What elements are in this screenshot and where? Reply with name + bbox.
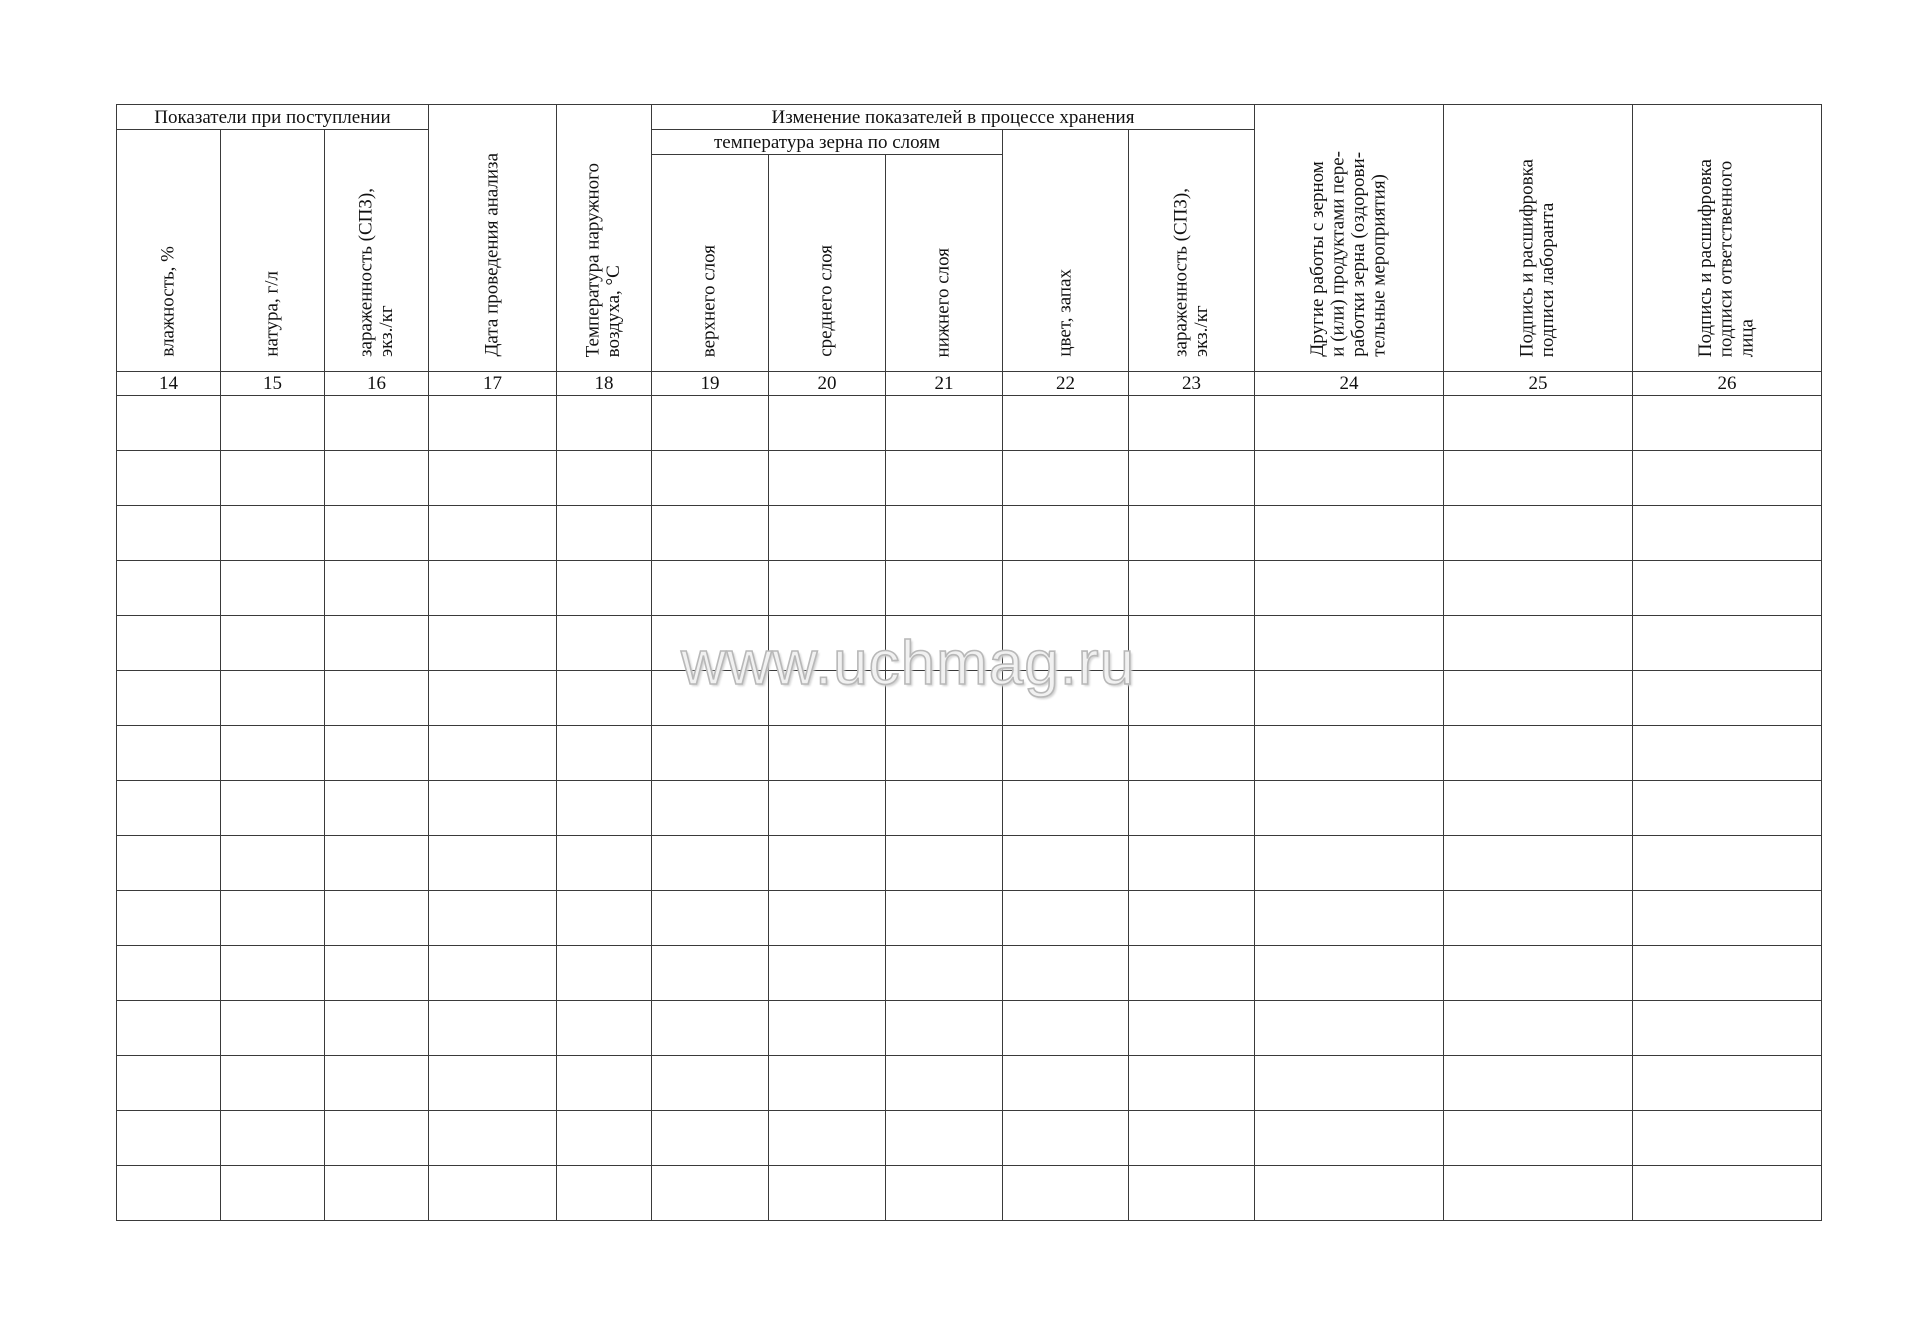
entry-cell[interactable] <box>769 891 886 946</box>
entry-cell[interactable] <box>1633 451 1822 506</box>
header-col22 <box>1003 130 1129 372</box>
entry-cell[interactable] <box>1003 781 1129 836</box>
entry-cell[interactable] <box>652 451 769 506</box>
entry-cell[interactable] <box>429 1111 557 1166</box>
entry-cell[interactable] <box>325 781 429 836</box>
entry-cell[interactable] <box>557 616 652 671</box>
entry-cell[interactable] <box>1003 396 1129 451</box>
entry-cell[interactable] <box>1129 616 1255 671</box>
entry-cell[interactable] <box>429 671 557 726</box>
entry-cell[interactable] <box>1444 451 1633 506</box>
entry-cell[interactable] <box>221 1166 325 1221</box>
entry-cell[interactable] <box>1255 1166 1444 1221</box>
entry-cell[interactable] <box>652 946 769 1001</box>
entry-cell[interactable] <box>769 506 886 561</box>
column-number: 25 <box>1444 372 1633 396</box>
entry-cell[interactable] <box>325 616 429 671</box>
entry-cell[interactable] <box>1003 1001 1129 1056</box>
entry-cell[interactable] <box>429 946 557 1001</box>
table-row <box>117 1001 1822 1056</box>
entry-cell[interactable] <box>557 891 652 946</box>
column-number: 19 <box>652 372 769 396</box>
table-row <box>117 506 1822 561</box>
header-col24 <box>1255 105 1444 372</box>
entry-cell[interactable] <box>886 1001 1003 1056</box>
header-col21 <box>886 155 1003 372</box>
entry-cell[interactable] <box>325 891 429 946</box>
subgroup-header-layers: температура зерна по слоям <box>652 130 1003 155</box>
entry-cell[interactable] <box>886 946 1003 1001</box>
entry-cell[interactable] <box>769 946 886 1001</box>
group-header-receipt: Показатели при поступлении <box>117 105 429 130</box>
entry-cell[interactable] <box>1255 836 1444 891</box>
entry-cell[interactable] <box>652 1166 769 1221</box>
header-col20-text: среднего слоя <box>815 245 837 357</box>
entry-cell[interactable] <box>557 1111 652 1166</box>
entry-cell[interactable] <box>652 561 769 616</box>
entry-cell[interactable] <box>429 726 557 781</box>
table-row <box>117 726 1822 781</box>
entry-cell[interactable] <box>429 781 557 836</box>
entry-cell[interactable] <box>652 836 769 891</box>
entry-cell[interactable] <box>1129 891 1255 946</box>
entry-cell[interactable] <box>1444 836 1633 891</box>
entry-cell[interactable] <box>1633 781 1822 836</box>
column-number: 17 <box>429 372 557 396</box>
header-col17-text: Дата проведения анализа <box>481 153 503 357</box>
entry-cell[interactable] <box>1444 506 1633 561</box>
entry-cell[interactable] <box>1129 781 1255 836</box>
entry-cell[interactable] <box>652 506 769 561</box>
entry-cell[interactable] <box>221 946 325 1001</box>
entry-cell[interactable] <box>1255 451 1444 506</box>
entry-cell[interactable] <box>221 396 325 451</box>
entry-cell[interactable] <box>117 506 221 561</box>
entry-cell[interactable] <box>429 506 557 561</box>
entry-cell[interactable] <box>117 1056 221 1111</box>
column-number: 15 <box>221 372 325 396</box>
entry-cell[interactable] <box>1444 726 1633 781</box>
entry-cell[interactable] <box>117 561 221 616</box>
entry-cell[interactable] <box>1003 1056 1129 1111</box>
entry-cell[interactable] <box>1633 561 1822 616</box>
entry-cell[interactable] <box>886 726 1003 781</box>
entry-cell[interactable] <box>557 1001 652 1056</box>
entry-cell[interactable] <box>325 451 429 506</box>
column-number: 20 <box>769 372 886 396</box>
entry-cell[interactable] <box>769 836 886 891</box>
entry-cell[interactable] <box>1255 781 1444 836</box>
header-col20 <box>769 155 886 372</box>
entry-cell[interactable] <box>325 506 429 561</box>
column-number: 18 <box>557 372 652 396</box>
header-col15 <box>221 130 325 372</box>
header-col19 <box>652 155 769 372</box>
entry-cell[interactable] <box>1444 616 1633 671</box>
entry-cell[interactable] <box>117 891 221 946</box>
entry-cell[interactable] <box>429 836 557 891</box>
entry-cell[interactable] <box>117 451 221 506</box>
table-row <box>117 891 1822 946</box>
column-number: 26 <box>1633 372 1822 396</box>
entry-cell[interactable] <box>117 671 221 726</box>
group-header-storage: Изменение показателей в процессе хранения <box>652 105 1255 130</box>
entry-cell[interactable] <box>1129 1056 1255 1111</box>
entry-cell[interactable] <box>1255 726 1444 781</box>
entry-cell[interactable] <box>1129 671 1255 726</box>
entry-cell[interactable] <box>221 616 325 671</box>
entry-cell[interactable] <box>117 946 221 1001</box>
entry-cell[interactable] <box>1129 1111 1255 1166</box>
entry-cell[interactable] <box>1444 1001 1633 1056</box>
entry-cell[interactable] <box>557 946 652 1001</box>
entry-cell[interactable] <box>1255 1001 1444 1056</box>
entry-cell[interactable] <box>325 671 429 726</box>
entry-cell[interactable] <box>221 561 325 616</box>
entry-cell[interactable] <box>1444 1056 1633 1111</box>
entry-cell[interactable] <box>1444 561 1633 616</box>
entry-cell[interactable] <box>117 1001 221 1056</box>
entry-cell[interactable] <box>1129 1166 1255 1221</box>
table-row <box>117 561 1822 616</box>
entry-cell[interactable] <box>429 451 557 506</box>
entry-cell[interactable] <box>1255 1056 1444 1111</box>
column-number: 14 <box>117 372 221 396</box>
column-number: 23 <box>1129 372 1255 396</box>
column-number: 21 <box>886 372 1003 396</box>
entry-cell[interactable] <box>117 396 221 451</box>
table-row <box>117 946 1822 1001</box>
entry-cell[interactable] <box>769 1056 886 1111</box>
header-col23 <box>1129 130 1255 372</box>
entry-cell[interactable] <box>325 1056 429 1111</box>
entry-cell[interactable] <box>557 396 652 451</box>
entry-cell[interactable] <box>1255 1111 1444 1166</box>
entry-cell[interactable] <box>1003 1166 1129 1221</box>
entry-cell[interactable] <box>325 1166 429 1221</box>
entry-cell[interactable] <box>652 1111 769 1166</box>
entry-cell[interactable] <box>557 451 652 506</box>
header-col18 <box>557 105 652 372</box>
entry-cell[interactable] <box>886 781 1003 836</box>
entry-cell[interactable] <box>221 1056 325 1111</box>
journal-entries <box>117 396 1822 1221</box>
header-col14-text: влажность, % <box>157 246 179 357</box>
entry-cell[interactable] <box>325 396 429 451</box>
header-col23-text: зараженность (СПЗ), экз./кг <box>1169 188 1212 357</box>
entry-cell[interactable] <box>652 1056 769 1111</box>
header-col17 <box>429 105 557 372</box>
table-row <box>117 1056 1822 1111</box>
entry-cell[interactable] <box>1129 726 1255 781</box>
entry-cell[interactable] <box>1633 1056 1822 1111</box>
column-number: 22 <box>1003 372 1129 396</box>
entry-cell[interactable] <box>325 561 429 616</box>
entry-cell[interactable] <box>1633 726 1822 781</box>
entry-cell[interactable] <box>429 1001 557 1056</box>
entry-cell[interactable] <box>1633 946 1822 1001</box>
header-col16-text: зараженность (СПЗ), экз./кг <box>354 188 397 357</box>
entry-cell[interactable] <box>1255 616 1444 671</box>
entry-cell[interactable] <box>325 726 429 781</box>
entry-cell[interactable] <box>1633 616 1822 671</box>
entry-cell[interactable] <box>557 781 652 836</box>
entry-cell[interactable] <box>429 561 557 616</box>
entry-cell[interactable] <box>117 616 221 671</box>
table-row <box>117 781 1822 836</box>
entry-cell[interactable] <box>652 781 769 836</box>
entry-cell[interactable] <box>769 1001 886 1056</box>
entry-cell[interactable] <box>1129 1001 1255 1056</box>
header-col25 <box>1444 105 1633 372</box>
entry-cell[interactable] <box>1255 396 1444 451</box>
entry-cell[interactable] <box>1633 891 1822 946</box>
entry-cell[interactable] <box>1444 1111 1633 1166</box>
entry-cell[interactable] <box>429 1166 557 1221</box>
entry-cell[interactable] <box>1444 891 1633 946</box>
entry-cell[interactable] <box>325 1001 429 1056</box>
entry-cell[interactable] <box>1003 836 1129 891</box>
entry-cell[interactable] <box>1255 946 1444 1001</box>
entry-cell[interactable] <box>557 726 652 781</box>
entry-cell[interactable] <box>769 1111 886 1166</box>
entry-cell[interactable] <box>1003 1111 1129 1166</box>
entry-cell[interactable] <box>557 671 652 726</box>
entry-cell[interactable] <box>117 836 221 891</box>
entry-cell[interactable] <box>1444 946 1633 1001</box>
entry-cell[interactable] <box>117 781 221 836</box>
header-col16 <box>325 130 429 372</box>
entry-cell[interactable] <box>1003 506 1129 561</box>
entry-cell[interactable] <box>1003 946 1129 1001</box>
entry-cell[interactable] <box>1255 506 1444 561</box>
header-col15-text: натура, г/л <box>261 271 283 357</box>
entry-cell[interactable] <box>886 891 1003 946</box>
entry-cell[interactable] <box>1633 671 1822 726</box>
entry-cell[interactable] <box>1444 396 1633 451</box>
entry-cell[interactable] <box>429 1056 557 1111</box>
entry-cell[interactable] <box>1129 451 1255 506</box>
entry-cell[interactable] <box>886 396 1003 451</box>
header-col22-text: цвет, запах <box>1054 269 1076 357</box>
watermark: www.uchmag.ru <box>681 629 1136 698</box>
entry-cell[interactable] <box>1003 451 1129 506</box>
entry-cell[interactable] <box>652 396 769 451</box>
header-col24-text: Другие работы с зерном и (или) продуктами пере- работки зерна (оздорови- тельные мероприятия) <box>1306 151 1390 357</box>
entry-cell[interactable] <box>1129 561 1255 616</box>
entry-cell[interactable] <box>769 1166 886 1221</box>
header-col14 <box>117 130 221 372</box>
entry-cell[interactable] <box>1003 561 1129 616</box>
entry-cell[interactable] <box>1444 1166 1633 1221</box>
column-number: 16 <box>325 372 429 396</box>
entry-cell[interactable] <box>221 1111 325 1166</box>
entry-cell[interactable] <box>221 451 325 506</box>
table-row <box>117 396 1822 451</box>
entry-cell[interactable] <box>557 836 652 891</box>
entry-cell[interactable] <box>1129 506 1255 561</box>
entry-cell[interactable] <box>1129 946 1255 1001</box>
entry-cell[interactable] <box>769 561 886 616</box>
entry-cell[interactable] <box>429 396 557 451</box>
entry-cell[interactable] <box>1444 781 1633 836</box>
table-row <box>117 1111 1822 1166</box>
header-col26-text: Подпись и расшифровка подписи ответственного лица <box>1695 158 1758 357</box>
entry-cell[interactable] <box>557 506 652 561</box>
entry-cell[interactable] <box>886 836 1003 891</box>
column-number: 24 <box>1255 372 1444 396</box>
entry-cell[interactable] <box>117 726 221 781</box>
entry-cell[interactable] <box>1633 836 1822 891</box>
header-col18-text: Температура наружного воздуха, °С <box>582 162 624 357</box>
entry-cell[interactable] <box>221 671 325 726</box>
entry-cell[interactable] <box>652 891 769 946</box>
entry-cell[interactable] <box>769 396 886 451</box>
entry-cell[interactable] <box>1444 671 1633 726</box>
entry-cell[interactable] <box>1633 506 1822 561</box>
table-row <box>117 836 1822 891</box>
entry-cell[interactable] <box>221 836 325 891</box>
header-col25-text: Подпись и расшифровка подписи лаборанта <box>1516 158 1558 357</box>
entry-cell[interactable] <box>769 781 886 836</box>
entry-cell[interactable] <box>886 1056 1003 1111</box>
entry-cell[interactable] <box>886 561 1003 616</box>
header-col21-text: нижнего слоя <box>932 247 954 357</box>
entry-cell[interactable] <box>1003 891 1129 946</box>
entry-cell[interactable] <box>1255 671 1444 726</box>
entry-cell[interactable] <box>1633 1166 1822 1221</box>
table-row <box>117 1166 1822 1221</box>
entry-cell[interactable] <box>886 506 1003 561</box>
entry-cell[interactable] <box>1633 1001 1822 1056</box>
entry-cell[interactable] <box>557 561 652 616</box>
entry-cell[interactable] <box>886 451 1003 506</box>
entry-cell[interactable] <box>429 616 557 671</box>
entry-cell[interactable] <box>1129 836 1255 891</box>
entry-cell[interactable] <box>221 891 325 946</box>
entry-cell[interactable] <box>1633 396 1822 451</box>
column-number-row <box>117 372 1822 396</box>
header-col26 <box>1633 105 1822 372</box>
table-row <box>117 451 1822 506</box>
entry-cell[interactable] <box>221 781 325 836</box>
entry-cell[interactable] <box>221 1001 325 1056</box>
entry-cell[interactable] <box>1003 726 1129 781</box>
entry-cell[interactable] <box>1129 396 1255 451</box>
entry-cell[interactable] <box>429 891 557 946</box>
entry-cell[interactable] <box>1633 1111 1822 1166</box>
entry-cell[interactable] <box>1255 891 1444 946</box>
entry-cell[interactable] <box>557 1166 652 1221</box>
entry-cell[interactable] <box>769 726 886 781</box>
entry-cell[interactable] <box>325 836 429 891</box>
entry-cell[interactable] <box>221 726 325 781</box>
entry-cell[interactable] <box>652 1001 769 1056</box>
entry-cell[interactable] <box>557 1056 652 1111</box>
entry-cell[interactable] <box>221 506 325 561</box>
entry-cell[interactable] <box>325 946 429 1001</box>
entry-cell[interactable] <box>886 1166 1003 1221</box>
entry-cell[interactable] <box>652 726 769 781</box>
entry-cell[interactable] <box>117 1111 221 1166</box>
header-col19-text: верхнего слоя <box>698 244 720 357</box>
entry-cell[interactable] <box>886 1111 1003 1166</box>
entry-cell[interactable] <box>1255 561 1444 616</box>
entry-cell[interactable] <box>117 1166 221 1221</box>
entry-cell[interactable] <box>769 451 886 506</box>
entry-cell[interactable] <box>325 1111 429 1166</box>
